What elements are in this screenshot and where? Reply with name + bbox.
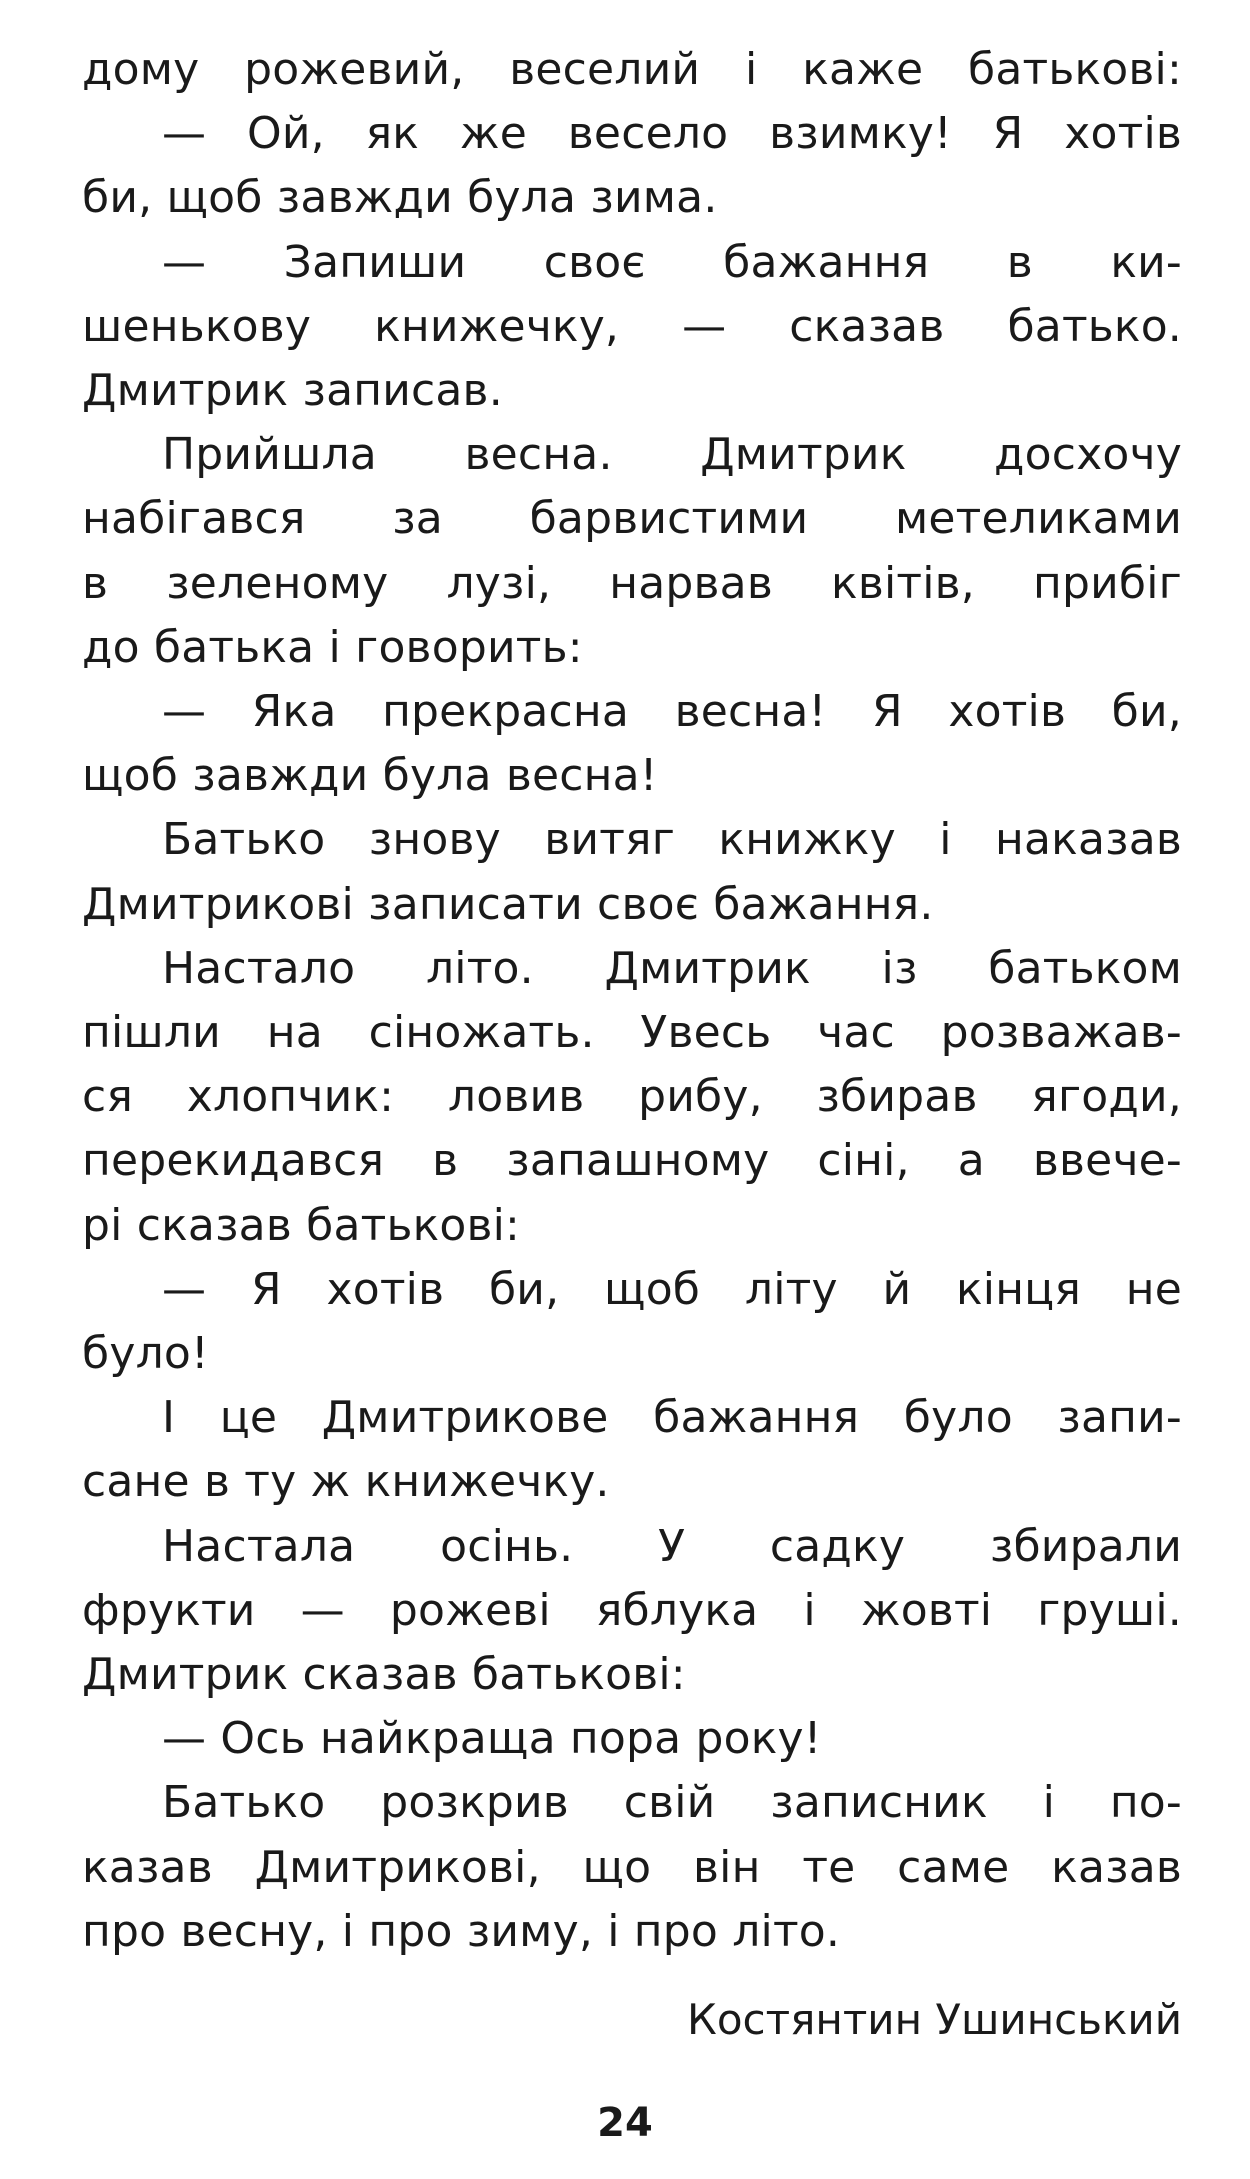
text-line: пішли на сіножать. Увесь час розважав- bbox=[82, 1007, 1182, 1058]
text-line: перекидався в запашному сіні, а ввече- bbox=[82, 1135, 1182, 1187]
text-line: — Ой, як же весело взимку! Я хотів bbox=[162, 108, 1182, 160]
text-line: Дмитрик записав. bbox=[82, 365, 503, 416]
text-line: — Запиши своє бажання в ки- bbox=[162, 236, 1182, 288]
text-line: Настала осінь. У садку збирали bbox=[162, 1520, 1182, 1572]
text-line: про весну, і про зиму, і про літо. bbox=[82, 1905, 841, 1957]
text-line: казав Дмитрикові, що він те саме казав bbox=[82, 1841, 1182, 1893]
page-number: 24 bbox=[597, 2100, 653, 2146]
text-line: шенькову книжечку, — сказав батько. bbox=[82, 300, 1182, 352]
text-line: щоб завжди була весна! bbox=[82, 750, 658, 802]
text-line: Батько знову витяг книжку і наказав bbox=[162, 814, 1182, 866]
text-line: Прийшла весна. Дмитрик досхочу bbox=[162, 429, 1182, 481]
text-line: набігався за барвистими метеликами bbox=[82, 493, 1182, 545]
text-line: було! bbox=[82, 1328, 209, 1379]
text-line: Настало літо. Дмитрик із батьком bbox=[162, 942, 1182, 994]
text-line: — Яка прекрасна весна! Я хотів би, bbox=[162, 686, 1182, 737]
text-line: рі сказав батькові: bbox=[82, 1199, 521, 1251]
text-line: — Ось найкраща пора року! bbox=[162, 1713, 822, 1765]
text-line: в зеленому лузі, нарвав квітів, прибіг bbox=[82, 557, 1182, 609]
text-line: Батько розкрив свій записник і по- bbox=[162, 1777, 1182, 1829]
text-line: до батька і говорить: bbox=[82, 621, 583, 673]
text-line: би, щоб завжди була зима. bbox=[82, 172, 718, 224]
text-line: ся хлопчик: ловив рибу, збирав ягоди, bbox=[82, 1071, 1182, 1123]
text-line: Дмитрик сказав батькові: bbox=[82, 1649, 686, 1700]
author-signature: Костянтин Ушинський bbox=[687, 1995, 1182, 2044]
text-line: фрукти — рожеві яблука і жовті груші. bbox=[82, 1584, 1182, 1636]
text-line: — Я хотів би, щоб літу й кінця не bbox=[162, 1263, 1182, 1315]
text-line: дому рожевий, веселий і каже батькові: bbox=[82, 44, 1182, 95]
text-line: І це Дмитрикове бажання було запи- bbox=[162, 1392, 1182, 1444]
text-line: сане в ту ж книжечку. bbox=[82, 1456, 610, 1508]
text-line: Дмитрикові записати своє бажання. bbox=[82, 878, 934, 930]
